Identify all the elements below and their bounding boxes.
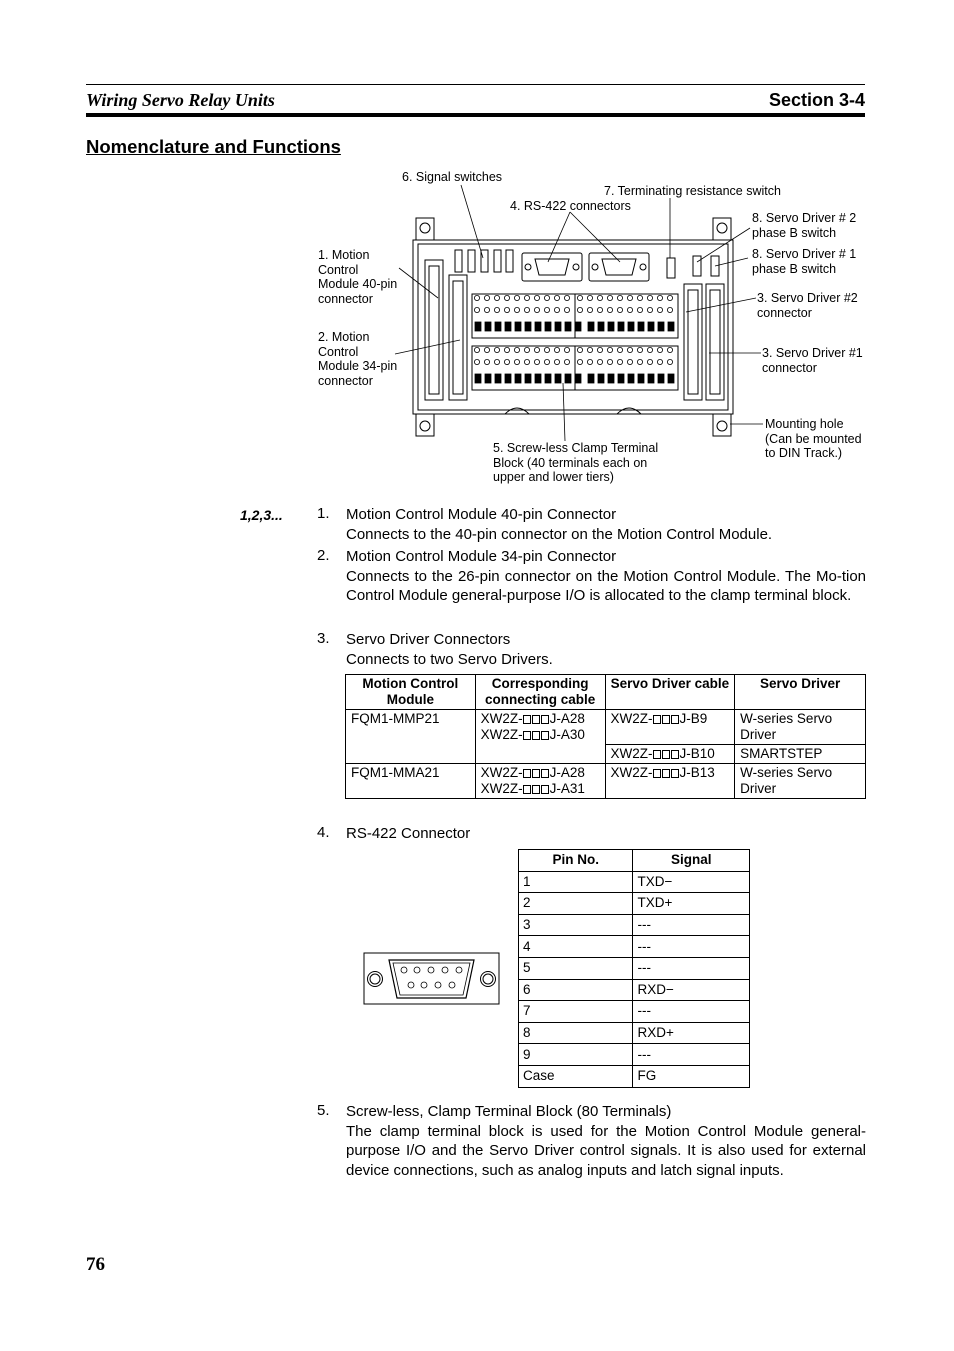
terminal-hole bbox=[607, 359, 612, 364]
table-row bbox=[519, 914, 750, 936]
terminal-hole bbox=[514, 347, 519, 352]
item-5-number: 5. bbox=[317, 1102, 330, 1119]
item-2 bbox=[346, 547, 866, 606]
pin-cell: 9 bbox=[519, 1044, 633, 1066]
table-row bbox=[519, 871, 750, 893]
terminal-hole bbox=[524, 295, 529, 300]
blank-box-icon bbox=[532, 769, 540, 778]
signal-cell: TXD− bbox=[633, 871, 750, 893]
terminal-hole bbox=[597, 347, 602, 352]
table-row bbox=[346, 764, 866, 799]
terminal-release bbox=[648, 322, 654, 331]
blank-box-icon bbox=[662, 769, 670, 778]
label-line: 3. Servo Driver #1 bbox=[762, 346, 863, 360]
terminal-release bbox=[545, 374, 551, 383]
terminal-hole bbox=[494, 359, 499, 364]
list-lead: 1,2,3... bbox=[240, 507, 283, 523]
terminal-release bbox=[545, 322, 551, 331]
item-1-title: Motion Control Module 40-pin Connector bbox=[346, 506, 617, 523]
cable-line bbox=[481, 781, 600, 797]
col-header: Servo Driver cable bbox=[605, 675, 735, 710]
label-line: to DIN Track.) bbox=[765, 446, 843, 460]
label-sd2-connector bbox=[757, 291, 858, 320]
pin-cell: 3 bbox=[519, 914, 633, 936]
terminal-release bbox=[638, 374, 644, 383]
terminal-hole bbox=[657, 347, 662, 352]
blank-box-icon bbox=[541, 731, 549, 740]
col-header: Servo Driver bbox=[735, 675, 866, 710]
terminal-hole bbox=[597, 359, 602, 364]
label-line: upper and lower tiers) bbox=[493, 470, 614, 484]
terminal-release bbox=[555, 322, 561, 331]
cable-line bbox=[481, 727, 600, 743]
module-cell: FQM1-MMP21 bbox=[346, 710, 476, 764]
cable-prefix: XW2Z- bbox=[480, 781, 523, 796]
relay-unit-figure bbox=[300, 168, 870, 488]
terminal-hole bbox=[554, 347, 559, 352]
terminal-hole bbox=[577, 347, 582, 352]
terminal-hole bbox=[667, 307, 672, 312]
table-row bbox=[519, 979, 750, 1001]
terminal-hole bbox=[534, 359, 539, 364]
label-line: connector bbox=[318, 291, 373, 306]
terminal-hole bbox=[514, 359, 519, 364]
section-title: Nomenclature and Functions bbox=[86, 136, 341, 157]
terminal-release bbox=[505, 322, 511, 331]
header-chapter-title: Wiring Servo Relay Units bbox=[86, 90, 275, 110]
blank-box-icon bbox=[532, 731, 540, 740]
terminal-release bbox=[608, 322, 614, 331]
table-row bbox=[519, 957, 750, 979]
terminal-hole bbox=[494, 307, 499, 312]
label-line: connector bbox=[762, 360, 817, 375]
table-header-row bbox=[519, 850, 750, 872]
blank-box-icon bbox=[653, 769, 661, 778]
terminal-release bbox=[575, 374, 581, 383]
terminal-hole bbox=[564, 347, 569, 352]
item-4-number: 4. bbox=[317, 824, 330, 841]
blank-box-icon bbox=[541, 769, 549, 778]
blank-box-icon bbox=[671, 715, 679, 724]
terminal-hole bbox=[637, 347, 642, 352]
label-line: 3. Servo Driver #2 bbox=[757, 291, 858, 305]
terminal-release bbox=[475, 374, 481, 383]
terminal-hole bbox=[597, 307, 602, 312]
terminal-hole bbox=[607, 295, 612, 300]
terminal-hole bbox=[554, 359, 559, 364]
terminal-release bbox=[588, 322, 594, 331]
item-3-title: Servo Driver Connectors bbox=[346, 631, 511, 648]
signal-cell: --- bbox=[633, 1001, 750, 1023]
driver-cell: SMARTSTEP bbox=[735, 745, 866, 764]
terminal-hole bbox=[617, 359, 622, 364]
terminal-hole bbox=[587, 307, 592, 312]
terminal-hole bbox=[544, 359, 549, 364]
terminal-hole bbox=[514, 295, 519, 300]
pin-cell: 1 bbox=[519, 871, 633, 893]
sd-cable-cell bbox=[605, 764, 735, 799]
label-signal-switches: 6. Signal switches bbox=[402, 170, 503, 184]
label-mcm-40pin bbox=[318, 248, 397, 306]
label-terminating-switch: 7. Terminating resistance switch bbox=[604, 184, 781, 198]
terminal-release bbox=[495, 322, 501, 331]
terminal-release bbox=[565, 322, 571, 331]
terminal-hole bbox=[564, 359, 569, 364]
terminal-hole bbox=[474, 307, 479, 312]
item-3 bbox=[346, 630, 866, 669]
terminal-hole bbox=[587, 359, 592, 364]
terminal-hole bbox=[494, 347, 499, 352]
terminal-release bbox=[668, 374, 674, 383]
terminal-hole bbox=[504, 347, 509, 352]
terminal-release bbox=[525, 322, 531, 331]
label-line: Block (40 terminals each on bbox=[493, 455, 648, 470]
terminal-hole bbox=[667, 359, 672, 364]
terminal-hole bbox=[647, 347, 652, 352]
item-1-text: Connects to the 40-pin connector on the Motion Control Module. bbox=[346, 525, 773, 543]
signal-cell: TXD+ bbox=[633, 893, 750, 915]
pin-cell: Case bbox=[519, 1065, 633, 1087]
sd-cable-cell bbox=[605, 745, 735, 764]
cable-suffix: J-B10 bbox=[679, 746, 715, 761]
terminal-hole bbox=[647, 307, 652, 312]
terminal-release bbox=[575, 322, 581, 331]
terminal-hole bbox=[627, 359, 632, 364]
label-clamp-terminal bbox=[493, 441, 658, 485]
label-line: connector bbox=[757, 305, 812, 320]
cable-prefix: XW2Z- bbox=[480, 765, 523, 780]
terminal-hole bbox=[577, 307, 582, 312]
terminal-release bbox=[505, 374, 511, 383]
signal-cell: RXD− bbox=[633, 979, 750, 1001]
terminal-hole bbox=[647, 359, 652, 364]
terminal-release bbox=[588, 374, 594, 383]
label-line: 1. Motion bbox=[318, 248, 370, 262]
terminal-release bbox=[608, 374, 614, 383]
module-cell: FQM1-MMA21 bbox=[346, 764, 476, 799]
signal-cell: FG bbox=[633, 1065, 750, 1087]
terminal-release bbox=[648, 374, 654, 383]
terminal-hole bbox=[474, 295, 479, 300]
terminal-hole bbox=[544, 307, 549, 312]
terminal-hole bbox=[587, 347, 592, 352]
terminal-hole bbox=[554, 295, 559, 300]
label-rs422-connectors: 4. RS-422 connectors bbox=[510, 199, 631, 213]
terminal-release bbox=[485, 374, 491, 383]
sd-cable-cell bbox=[605, 710, 735, 745]
terminal-release bbox=[475, 322, 481, 331]
terminal-release bbox=[525, 374, 531, 383]
terminal-hole bbox=[617, 295, 622, 300]
terminal-hole bbox=[577, 295, 582, 300]
cable-prefix: XW2Z- bbox=[480, 711, 523, 726]
terminal-hole bbox=[514, 307, 519, 312]
terminal-hole bbox=[577, 359, 582, 364]
label-mounting-hole bbox=[765, 417, 862, 461]
terminal-hole bbox=[534, 295, 539, 300]
terminal-release bbox=[618, 374, 624, 383]
terminal-release bbox=[628, 374, 634, 383]
terminal-hole bbox=[607, 307, 612, 312]
terminal-release bbox=[668, 322, 674, 331]
terminal-hole bbox=[484, 347, 489, 352]
terminal-hole bbox=[564, 307, 569, 312]
cable-suffix: J-B9 bbox=[679, 711, 708, 726]
page-number: 76 bbox=[86, 1254, 105, 1275]
terminal-release bbox=[658, 374, 664, 383]
label-line: 8. Servo Driver # 2 bbox=[752, 211, 857, 225]
servo-driver-table bbox=[345, 674, 866, 799]
col-header: Signal bbox=[633, 850, 750, 872]
item-2-number: 2. bbox=[317, 547, 330, 564]
item-4 bbox=[346, 824, 866, 844]
cable-prefix: XW2Z- bbox=[480, 727, 523, 742]
table-row bbox=[519, 893, 750, 915]
item-3-text: Connects to two Servo Drivers. bbox=[346, 650, 553, 668]
header-rule-bottom bbox=[86, 113, 865, 117]
table-row bbox=[346, 710, 866, 745]
header-section-number: Section 3-4 bbox=[768, 90, 865, 110]
terminal-hole bbox=[617, 307, 622, 312]
label-line: 5. Screw-less Clamp Terminal bbox=[493, 441, 659, 455]
terminal-hole bbox=[627, 347, 632, 352]
signal-cell: --- bbox=[633, 957, 750, 979]
driver-cell: W-series Servo Driver bbox=[735, 764, 866, 799]
terminal-hole bbox=[564, 295, 569, 300]
signal-cell: RXD+ bbox=[633, 1022, 750, 1044]
signal-cell: --- bbox=[633, 936, 750, 958]
label-line: Mounting hole bbox=[765, 417, 844, 431]
terminal-hole bbox=[524, 347, 529, 352]
label-line: 2. Motion bbox=[318, 330, 370, 344]
terminal-hole bbox=[534, 307, 539, 312]
table-row bbox=[519, 1022, 750, 1044]
terminal-hole bbox=[637, 307, 642, 312]
table-header-row bbox=[346, 675, 866, 710]
blank-box-icon bbox=[523, 769, 531, 778]
terminal-hole bbox=[544, 295, 549, 300]
terminal-hole bbox=[647, 295, 652, 300]
label-line: Control bbox=[318, 344, 359, 359]
item-5-title: Screw-less, Clamp Terminal Block (80 Terminals) bbox=[346, 1103, 672, 1120]
label-line: Module 40-pin bbox=[318, 277, 398, 291]
terminal-release bbox=[515, 322, 521, 331]
cable-suffix: J-A31 bbox=[549, 781, 585, 796]
terminal-hole bbox=[667, 295, 672, 300]
table-row bbox=[519, 1001, 750, 1023]
blank-box-icon bbox=[662, 750, 670, 759]
label-line: connector bbox=[318, 373, 373, 388]
terminal-release bbox=[565, 374, 571, 383]
label-line: Control bbox=[318, 262, 359, 277]
terminal-hole bbox=[597, 295, 602, 300]
terminal-hole bbox=[484, 307, 489, 312]
blank-box-icon bbox=[523, 731, 531, 740]
col-header: Pin No. bbox=[519, 850, 633, 872]
terminal-release bbox=[555, 374, 561, 383]
terminal-release bbox=[598, 322, 604, 331]
terminal-hole bbox=[484, 295, 489, 300]
terminal-hole bbox=[627, 307, 632, 312]
pin-cell: 4 bbox=[519, 936, 633, 958]
cable-line bbox=[481, 765, 600, 781]
item-1 bbox=[346, 505, 866, 544]
blank-box-icon bbox=[541, 785, 549, 794]
label-line: Module 34-pin bbox=[318, 359, 398, 373]
label-line: (Can be mounted bbox=[765, 431, 862, 446]
pin-cell: 7 bbox=[519, 1001, 633, 1023]
cable-cell bbox=[475, 764, 605, 799]
terminal-hole bbox=[637, 359, 642, 364]
terminal-hole bbox=[627, 295, 632, 300]
blank-box-icon bbox=[532, 715, 540, 724]
label-sd2-phase-b bbox=[752, 211, 856, 240]
terminal-hole bbox=[544, 347, 549, 352]
driver-cell: W-series Servo Driver bbox=[735, 710, 866, 745]
terminal-hole bbox=[657, 359, 662, 364]
table-row bbox=[519, 1065, 750, 1087]
item-5-text: The clamp terminal block is used for the Motion Control Module general-purpose I/O and the Servo Driver control signals. It is also used for external device connections, such as analog inputs and latch signal inputs. bbox=[346, 1122, 866, 1179]
cable-cell bbox=[475, 710, 605, 764]
blank-box-icon bbox=[671, 769, 679, 778]
pin-cell: 5 bbox=[519, 957, 633, 979]
cable-prefix: XW2Z- bbox=[610, 746, 653, 761]
blank-box-icon bbox=[532, 785, 540, 794]
terminal-release bbox=[638, 322, 644, 331]
terminal-hole bbox=[504, 307, 509, 312]
rs422-pin-table bbox=[518, 849, 750, 1088]
label-sd1-phase-b bbox=[752, 247, 856, 276]
cable-suffix: J-A30 bbox=[549, 727, 585, 742]
item-2-text: Connects to the 26-pin connector on the Motion Control Module. The Mo-tion Control Module general-purpose I/O is allocated to the clamp terminal block. bbox=[346, 567, 866, 604]
terminal-hole bbox=[617, 347, 622, 352]
cable-prefix: XW2Z- bbox=[610, 711, 653, 726]
label-sd1-connector bbox=[762, 346, 863, 375]
pin-cell: 8 bbox=[519, 1022, 633, 1044]
item-2-title: Motion Control Module 34-pin Connector bbox=[346, 548, 617, 565]
terminal-release bbox=[618, 322, 624, 331]
signal-cell: --- bbox=[633, 914, 750, 936]
label-mcm-34pin bbox=[318, 330, 397, 388]
terminal-hole bbox=[657, 295, 662, 300]
header-rule-top bbox=[86, 84, 865, 85]
blank-box-icon bbox=[541, 715, 549, 724]
pin-cell: 2 bbox=[519, 893, 633, 915]
terminal-hole bbox=[667, 347, 672, 352]
cable-prefix: XW2Z- bbox=[610, 765, 653, 780]
dsub9-connector-icon bbox=[363, 952, 501, 1006]
table-row bbox=[519, 1044, 750, 1066]
terminal-hole bbox=[607, 347, 612, 352]
blank-box-icon bbox=[653, 750, 661, 759]
col-header: Motion Control Module bbox=[346, 675, 476, 710]
terminal-release bbox=[628, 322, 634, 331]
terminal-hole bbox=[504, 359, 509, 364]
terminal-hole bbox=[484, 359, 489, 364]
terminal-hole bbox=[494, 295, 499, 300]
label-line: phase B switch bbox=[752, 261, 837, 276]
terminal-hole bbox=[534, 347, 539, 352]
terminal-release bbox=[485, 322, 491, 331]
blank-box-icon bbox=[662, 715, 670, 724]
terminal-release bbox=[495, 374, 501, 383]
cable-line bbox=[481, 711, 600, 727]
terminal-release bbox=[535, 374, 541, 383]
blank-box-icon bbox=[653, 715, 661, 724]
cable-suffix: J-A28 bbox=[549, 765, 585, 780]
signal-cell: --- bbox=[633, 1044, 750, 1066]
terminal-hole bbox=[637, 295, 642, 300]
table-row bbox=[519, 936, 750, 958]
blank-box-icon bbox=[523, 715, 531, 724]
cable-suffix: J-B13 bbox=[679, 765, 715, 780]
terminal-release bbox=[598, 374, 604, 383]
terminal-hole bbox=[554, 307, 559, 312]
item-3-number: 3. bbox=[317, 630, 330, 647]
terminal-hole bbox=[474, 347, 479, 352]
blank-box-icon bbox=[523, 785, 531, 794]
label-line: 8. Servo Driver # 1 bbox=[752, 247, 857, 261]
item-1-number: 1. bbox=[317, 505, 330, 522]
terminal-hole bbox=[504, 295, 509, 300]
col-header: Corresponding connecting cable bbox=[475, 675, 605, 710]
terminal-hole bbox=[524, 359, 529, 364]
pin-cell: 6 bbox=[519, 979, 633, 1001]
cable-suffix: J-A28 bbox=[549, 711, 585, 726]
label-line: phase B switch bbox=[752, 225, 837, 240]
terminal-release bbox=[658, 322, 664, 331]
terminal-hole bbox=[657, 307, 662, 312]
item-5 bbox=[346, 1102, 866, 1180]
terminal-release bbox=[535, 322, 541, 331]
item-4-title: RS-422 Connector bbox=[346, 825, 471, 842]
terminal-hole bbox=[587, 295, 592, 300]
blank-box-icon bbox=[671, 750, 679, 759]
terminal-release bbox=[515, 374, 521, 383]
terminal-hole bbox=[474, 359, 479, 364]
terminal-hole bbox=[524, 307, 529, 312]
